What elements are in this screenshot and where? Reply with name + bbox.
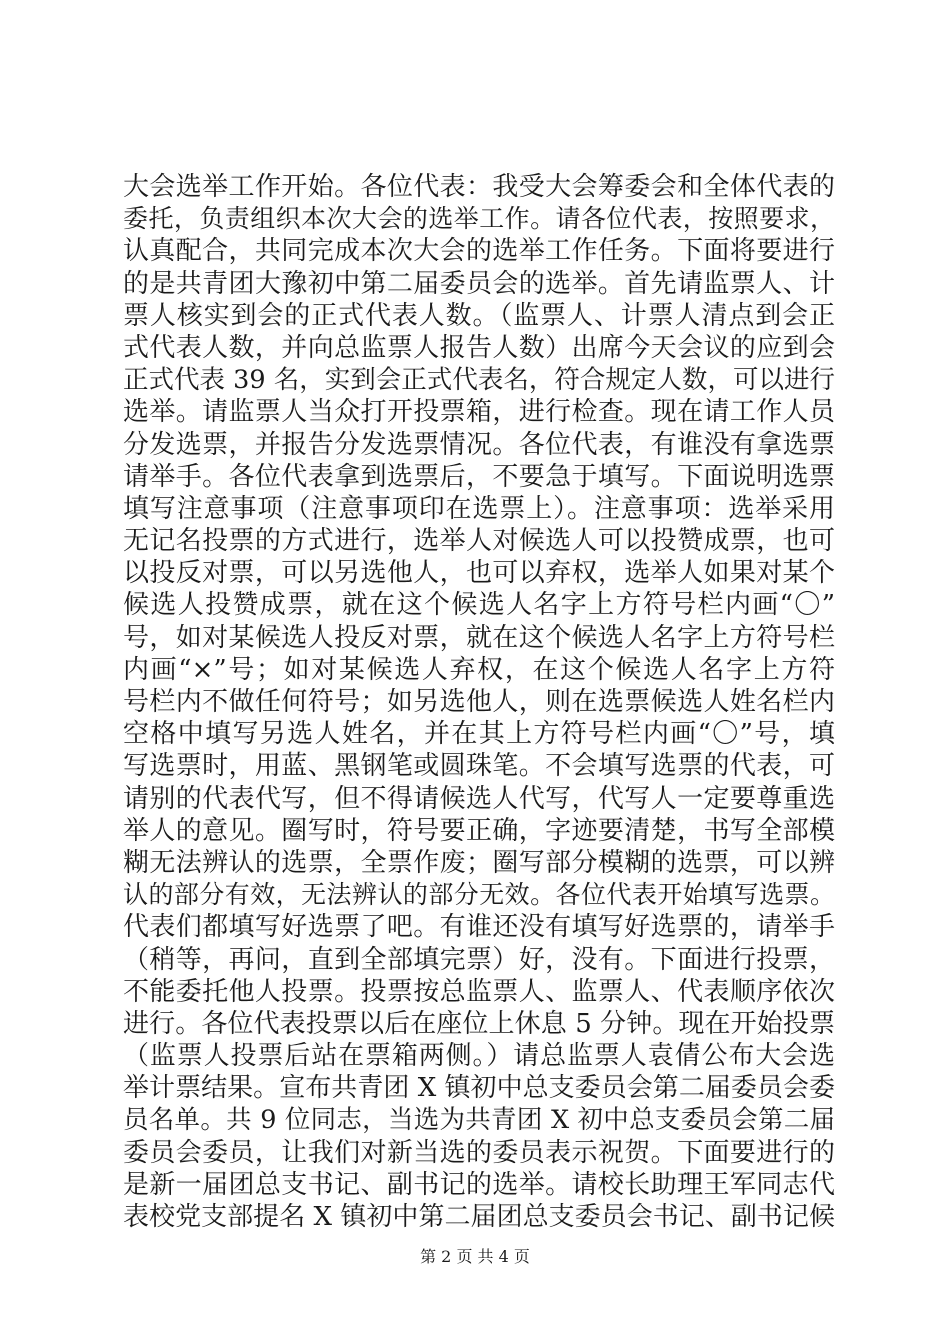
text-line: 式代表人数，并向总监票人报告人数）出席今天会议的应到会 bbox=[123, 332, 835, 363]
text-line: 请别的代表代写，但不得请候选人代写，代写人一定要尊重选 bbox=[123, 783, 835, 814]
text-line: 认真配合，共同完成本次大会的选举工作任务。下面将要进行 bbox=[123, 236, 835, 267]
text-line: 正式代表 39 名，实到会正式代表名，符合规定人数，可以进行 bbox=[123, 365, 835, 396]
text-line: （稍等，再问，直到全部填完票）好，没有。下面进行投票， bbox=[123, 944, 835, 975]
text-line: 员名单。共 9 位同志，当选为共青团 X 初中总支委员会第二届 bbox=[123, 1105, 835, 1136]
text-line: 候选人投赞成票，就在这个候选人名字上方符号栏内画“〇” bbox=[123, 590, 835, 621]
text-line: 空格中填写另选人姓名，并在其上方符号栏内画“〇”号，填 bbox=[123, 719, 835, 750]
text-line: 大会选举工作开始。各位代表：我受大会筹委会和全体代表的 bbox=[123, 172, 835, 202]
text-line: 认的部分有效，无法辨认的部分无效。各位代表开始填写选票。 bbox=[123, 880, 835, 910]
text-line: 委托，负责组织本次大会的选举工作。请各位代表，按照要求， bbox=[123, 204, 835, 234]
text-line: 填写注意事项（注意事项印在选票上）。注意事项：选举采用 bbox=[123, 493, 835, 524]
text-line: 举计票结果。宣布共青团 X 镇初中总支委员会第二届委员会委 bbox=[123, 1073, 835, 1104]
text-line: 不能委托他人投票。投票按总监票人、监票人、代表顺序依次 bbox=[123, 976, 835, 1007]
text-line: 号栏内不做任何符号；如另选他人，则在选票候选人姓名栏内 bbox=[123, 687, 835, 717]
text-line: 糊无法辨认的选票，全票作废；圈写部分模糊的选票，可以辨 bbox=[123, 847, 835, 878]
text-line: 票人核实到会的正式代表人数。（监票人、计票人清点到会正 bbox=[123, 300, 835, 331]
text-line: 写选票时，用蓝、黑钢笔或圆珠笔。不会填写选票的代表，可 bbox=[123, 751, 835, 782]
text-line: 代表们都填写好选票了吧。有谁还没有填写好选票的，请举手 bbox=[123, 912, 835, 943]
text-line: 委员会委员，让我们对新当选的委员表示祝贺。下面要进行的 bbox=[123, 1137, 835, 1168]
body-text bbox=[123, 171, 835, 1233]
text-line: （监票人投票后站在票箱两侧。）请总监票人袁倩公布大会选 bbox=[123, 1041, 835, 1072]
text-line: 选举。请监票人当众打开投票箱，进行检查。现在请工作人员 bbox=[123, 397, 835, 428]
text-line: 是新一届团总支书记、副书记的选举。请校长助理王军同志代 bbox=[123, 1169, 835, 1200]
text-line: 进行。各位代表投票以后在座位上休息 5 分钟。现在开始投票 bbox=[123, 1008, 835, 1039]
text-line: 内画“×”号；如对某候选人弃权，在这个候选人名字上方符 bbox=[123, 654, 835, 685]
text-line: 举人的意见。圈写时，符号要正确，字迹要清楚，书写全部模 bbox=[123, 815, 835, 846]
text-line: 表校党支部提名 X 镇初中第二届团总支委员会书记、副书记候 bbox=[123, 1202, 835, 1232]
text-line: 无记名投票的方式进行，选举人对候选人可以投赞成票，也可 bbox=[123, 526, 835, 557]
text-line: 以投反对票，可以另选他人，也可以弃权，选举人如果对某个 bbox=[123, 558, 835, 589]
text-line: 号，如对某候选人投反对票，就在这个候选人名字上方符号栏 bbox=[123, 622, 835, 653]
page-footer: 第 2 页 共 4 页 bbox=[420, 1247, 530, 1266]
text-line: 的是共青团大豫初中第二届委员会的选举。首先请监票人、计 bbox=[123, 268, 835, 299]
text-line: 请举手。各位代表拿到选票后，不要急于填写。下面说明选票 bbox=[123, 461, 835, 492]
text-line: 分发选票，并报告分发选票情况。各位代表，有谁没有拿选票 bbox=[123, 429, 835, 460]
